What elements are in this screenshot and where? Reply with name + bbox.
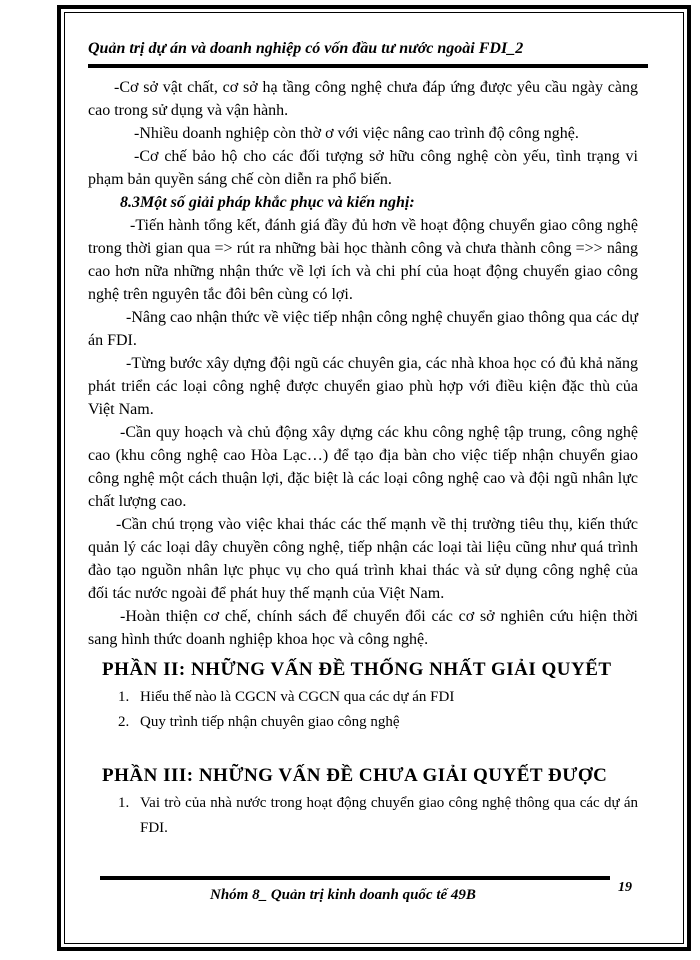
paragraph: -Từng bước xây dựng đội ngũ các chuyên gia, các nhà khoa học có đủ khả năng phát triển các loại công nghệ được chuyển giao phù hợp với điều kiện đặc thù của Việt Nam.: [88, 355, 638, 418]
page-content: [88, 76, 638, 841]
paragraph: -Cần quy hoạch và chủ động xây dựng các khu công nghệ tập trung, công nghệ cao (khu công nghệ cao Hòa Lạc…) để tạo địa bàn cho việc tiếp nhận chuyển giao công nghệ một cách thuận lợi, đặc biệt là các loại công nghệ cao và đội ngũ nhân lực chất lượng cao.: [88, 424, 638, 510]
paragraph: -Cơ sở vật chất, cơ sở hạ tầng công nghệ chưa đáp ứng được yêu cầu ngày càng cao trong sử dụng và vận hành.: [88, 79, 638, 119]
list-number: 1.: [118, 689, 130, 705]
part-iii-list: [88, 791, 638, 841]
part-ii-list: [88, 685, 638, 735]
footer-rule: [100, 876, 610, 880]
list-item: [88, 685, 638, 710]
list-item: [88, 710, 638, 735]
header-rule: [88, 64, 648, 68]
footer-text: Nhóm 8_ Quản trị kinh doanh quốc tế 49B: [210, 887, 476, 903]
paragraph: -Tiến hành tổng kết, đánh giá đầy đủ hơn về hoạt động chuyển giao công nghệ trong thời gian qua => rút ra những bài học thành công và chưa thành công =>> nâng cao hơn nữa những nhận thức về lợi ích và chi phí của hoạt động chuyển giao công nghệ trên nguyên tắc đôi bên cùng có lợi.: [88, 217, 638, 303]
paragraph: -Cơ chế bảo hộ cho các đối tượng sở hữu công nghệ còn yếu, tình trạng vi phạm bản quyền sáng chế còn diễn ra phổ biến.: [88, 148, 638, 188]
list-item-text: Vai trò của nhà nước trong hoạt động chuyển giao công nghệ thông qua các dự án FDI.: [140, 795, 638, 836]
header-title: Quản trị dự án và doanh nghiệp có vốn đầu tư nước ngoài FDI_2: [88, 40, 524, 57]
list-item-text: Quy trình tiếp nhận chuyên giao công nghệ: [140, 714, 400, 730]
paragraph: -Nâng cao nhận thức về việc tiếp nhận công nghệ chuyển giao thông qua các dự án FDI.: [88, 309, 638, 349]
paragraph: -Nhiều doanh nghiệp còn thờ ơ với việc nâng cao trình độ công nghệ.: [134, 125, 579, 142]
section-heading-8-3: 8.3Một số giải pháp khắc phục và kiến nghị:: [120, 194, 415, 211]
part-ii-heading: PHẦN II: NHỮNG VẤN ĐỀ THỐNG NHẤT GIẢI QUYẾT: [102, 659, 612, 680]
list-item-text: Hiểu thế nào là CGCN và CGCN qua các dự án FDI: [140, 689, 455, 705]
paragraph: -Hoàn thiện cơ chế, chính sách để chuyển đổi các cơ sở nghiên cứu hiện thời sang hình thức doanh nghiệp khoa học và công nghệ.: [88, 608, 638, 648]
part-iii-heading: PHẦN III: NHỮNG VẤN ĐỀ CHƯA GIẢI QUYẾT ĐƯỢC: [102, 765, 608, 786]
paragraph: -Cần chú trọng vào việc khai thác các thế mạnh về thị trường tiêu thụ, kiến thức quản lý các loại dây chuyền công nghệ, tiếp nhận các loại tài liệu cũng như quá trình đào tạo nguồn nhân lực phục vụ cho quá trình khai thác và sử dụng công nghệ của đối tác nước ngoài để phát huy thế mạnh của Việt Nam.: [88, 516, 638, 602]
page-number: 19: [618, 880, 632, 895]
list-item: [88, 791, 638, 841]
list-number: 2.: [118, 714, 130, 730]
list-number: 1.: [118, 795, 130, 811]
